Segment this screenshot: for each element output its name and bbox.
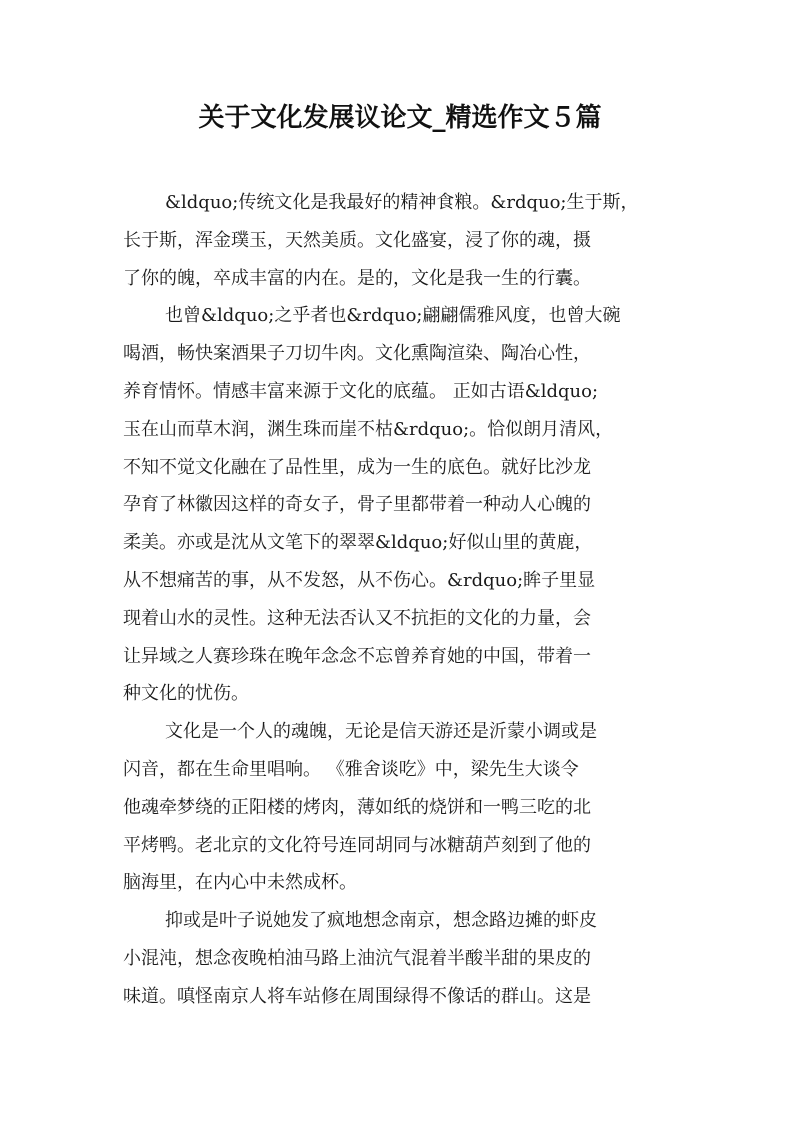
text-line: 种文化的忧伤。 (123, 683, 249, 705)
text-line: 不知不觉文化融在了品性里，成为一生的底色。就好比沙龙 (123, 456, 591, 478)
text-line: 了你的魄，卒成丰富的内在。是的，文化是我一生的行囊。 (123, 267, 591, 289)
text-line: 脑海里，在内心中未然成杯。 (123, 872, 357, 894)
text-line: 文化是一个人的魂魄，无论是信天游还是沂蒙小调或是 (165, 721, 597, 743)
text-line: 平烤鸭。老北京的文化符号连同胡同与冰糖葫芦刻到了他的 (123, 834, 591, 856)
text-line: 现着山水的灵性。这种无法否认又不抗拒的文化的力量，会 (123, 607, 591, 629)
text-line: 喝酒，畅快案酒果子刀切牛肉。文化熏陶渲染、陶冶心性， (123, 343, 591, 365)
text-line: 长于斯，浑金璞玉，天然美质。文化盛宴，浸了你的魂，摄 (123, 229, 591, 251)
paragraph-3 (123, 713, 683, 902)
text-line: 味道。嗔怪南京人将车站修在周围绿得不像话的群山。这是 (123, 985, 591, 1007)
text-line: 玉在山而草木润，渊生珠而崖不枯&rdquo;。恰似朗月清风， (123, 418, 614, 440)
document-body (123, 184, 683, 1016)
text-line: 也曾&ldquo;之乎者也&rdquo;翩翩儒雅风度，也曾大碗 (165, 305, 621, 327)
text-line: 让异域之人赛珍珠在晚年念念不忘曾养育她的中国，带着一 (123, 645, 591, 667)
text-line: 孕育了林徽因这样的奇女子，骨子里都带着一种动人心魄的 (123, 494, 591, 516)
text-line: 柔美。亦或是沈从文笔下的翠翠&ldquo;好似山里的黄鹿， (123, 532, 593, 554)
text-line: &ldquo;传统文化是我最好的精神食粮。&rdquo;生于斯， (165, 192, 639, 213)
text-line: 他魂牵梦绕的正阳楼的烤肉，薄如纸的烧饼和一鸭三吃的北 (123, 796, 591, 818)
paragraph-1 (123, 184, 683, 297)
text-line: 从不想痛苦的事，从不发怒，从不伤心。&rdquo;眸子里显 (123, 569, 596, 591)
text-line: 闪音，都在生命里唱响。 《雅舍谈吃》中，梁先生大谈令 (123, 758, 579, 780)
paragraph-2 (123, 297, 683, 713)
text-line: 小混沌，想念夜晚柏油马路上油沆气混着半酸半甜的果皮的 (123, 947, 591, 969)
document-title: 关于文化发展议论文_精选作文５篇 (198, 103, 602, 133)
text-line: 养育情怀。情感丰富来源于文化的底蕴。 正如古语&ldquo; (123, 380, 599, 402)
paragraph-4 (123, 902, 683, 1015)
text-line: 抑或是叶子说她发了疯地想念南京，想念路边摊的虾皮 (165, 910, 597, 932)
